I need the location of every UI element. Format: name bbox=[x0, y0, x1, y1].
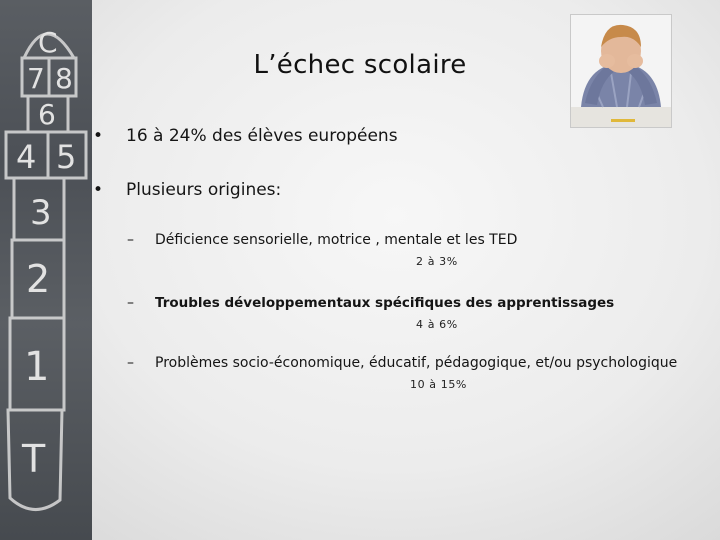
bullet-marker: • bbox=[93, 180, 104, 200]
sub-item bbox=[127, 295, 615, 315]
hopscotch-label-4: 4 bbox=[16, 138, 37, 176]
hopscotch-label-8: 8 bbox=[55, 62, 73, 95]
hopscotch-label-c: C bbox=[38, 26, 58, 59]
bullet-text: Plusieurs origines: bbox=[126, 180, 282, 200]
sub-item-text: Troubles développementaux spécifiques des apprentissages bbox=[155, 295, 615, 311]
slide-title: L’échec scolaire bbox=[253, 50, 467, 80]
hopscotch-label-6: 6 bbox=[38, 98, 56, 131]
sub-item-text: Problèmes socio-économique, éducatif, pédagogique, et/ou psychologique bbox=[155, 355, 678, 371]
bullet-text: 16 à 24% des élèves européens bbox=[126, 126, 398, 146]
percent-range: 2 à 3% bbox=[416, 255, 458, 268]
hopscotch-label-7: 7 bbox=[27, 62, 45, 95]
sub-item-marker: – bbox=[127, 355, 134, 371]
sub-item bbox=[127, 355, 707, 375]
sub-item-text: Déficience sensorielle, motrice , mentale et les TED bbox=[155, 232, 518, 248]
hopscotch-label-5: 5 bbox=[56, 138, 77, 176]
hopscotch-label-3: 3 bbox=[30, 193, 52, 233]
hopscotch-label-1: 1 bbox=[24, 344, 50, 390]
sub-item-marker: – bbox=[127, 232, 134, 248]
percent-range: 4 à 6% bbox=[416, 318, 458, 331]
sub-item bbox=[127, 232, 547, 252]
bullet-marker: • bbox=[93, 126, 104, 146]
percent-range: 10 à 15% bbox=[410, 378, 467, 391]
hopscotch-label-t: T bbox=[22, 437, 46, 481]
sub-item-marker: – bbox=[127, 295, 134, 311]
bullet-item bbox=[93, 126, 398, 148]
bullet-item bbox=[93, 180, 393, 202]
hopscotch-label-2: 2 bbox=[26, 257, 51, 301]
child-photo bbox=[570, 14, 672, 128]
hopscotch-image bbox=[0, 0, 92, 540]
